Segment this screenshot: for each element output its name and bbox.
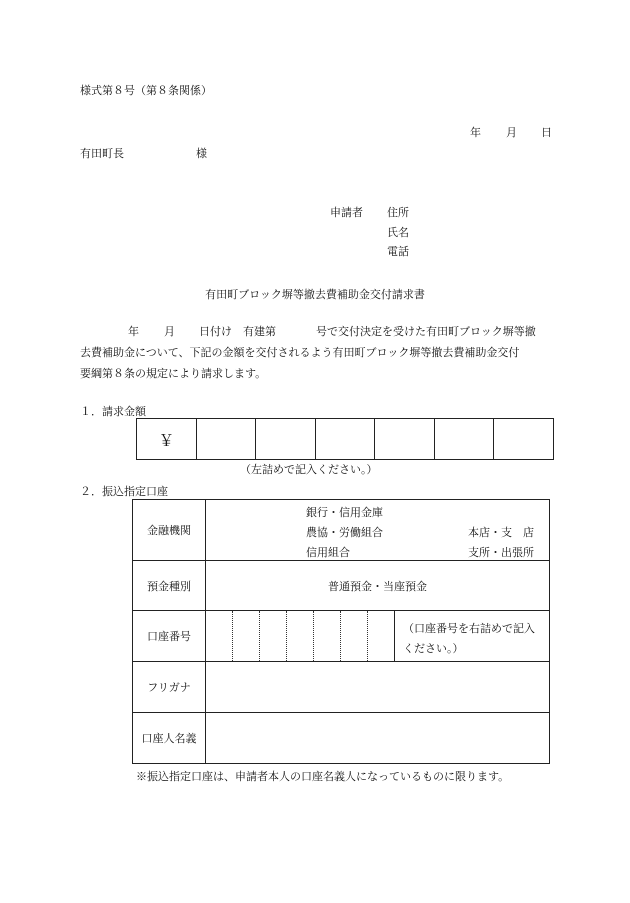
- date-year-label: 年: [470, 126, 481, 139]
- furigana-label: フリガナ: [147, 681, 191, 694]
- body-line3: 要綱第８条の規定により請求します。: [80, 367, 267, 380]
- account-digit-box[interactable]: [206, 611, 233, 661]
- body-line1-rest: 号で交付決定を受けた有田町ブロック塀等撤: [316, 325, 536, 338]
- date-day-label: 日: [541, 126, 552, 139]
- account-number-label-cell: [133, 611, 206, 662]
- holder-label-cell: [133, 713, 206, 764]
- claim-amount-table: [136, 418, 554, 460]
- institution-label: 金融機関: [147, 524, 191, 537]
- section1-heading: １．請求金額: [80, 405, 146, 418]
- yen-cell: [137, 419, 197, 460]
- account-digit-box[interactable]: [341, 611, 368, 661]
- account-number-note: [395, 611, 549, 661]
- applicant-name-label: 氏名: [387, 226, 409, 239]
- account-number-note-line1: （口座番号を右詰めで記入: [403, 622, 535, 635]
- account-number-note-line2: ください。）: [403, 642, 464, 655]
- furigana-cell[interactable]: [206, 662, 550, 713]
- account-number-label: 口座番号: [147, 630, 191, 643]
- deposit-type-label: 預金種別: [147, 579, 191, 593]
- document-title: 有田町ブロック塀等撤去費補助金交付請求書: [205, 288, 425, 301]
- institution-type-agri: 農協・労働組合: [306, 526, 383, 539]
- institution-type-bank: 銀行・信用金庫: [306, 506, 383, 519]
- account-digit-box[interactable]: [368, 611, 395, 661]
- section2-heading: ２．振込指定口座: [80, 485, 168, 498]
- account-digit-box[interactable]: [314, 611, 341, 661]
- account-number-cell: [206, 611, 550, 662]
- deposit-type-cell[interactable]: [206, 561, 550, 611]
- account-digit-box[interactable]: [287, 611, 314, 661]
- branch-option-1: 本店・支 店: [468, 526, 534, 539]
- holder-cell[interactable]: [206, 713, 550, 764]
- account-digit-box[interactable]: [260, 611, 287, 661]
- branch-option-2: 支所・出張所: [468, 546, 534, 559]
- furigana-label-cell: [133, 662, 206, 713]
- amount-digit-cell[interactable]: [494, 419, 554, 460]
- body-day: 日付け: [199, 325, 232, 338]
- amount-digit-cell[interactable]: [196, 419, 256, 460]
- body-month: 月: [164, 325, 175, 338]
- body-year: 年: [128, 325, 139, 338]
- addressee-name: 有田町長: [80, 147, 124, 160]
- yen-symbol: ￥: [158, 430, 175, 450]
- amount-digit-cell[interactable]: [315, 419, 375, 460]
- deposit-type-options: 普通預金・当座預金: [328, 579, 427, 593]
- deposit-type-label-cell: [133, 561, 206, 611]
- amount-note: （左詰めで記入ください。）: [240, 463, 378, 476]
- institution-type-credit: 信用組合: [306, 546, 350, 559]
- holder-label: 口座人名義: [141, 732, 197, 745]
- account-footnote: ※振込指定口座は、申請者本人の口座名義人になっているものに限ります。: [136, 770, 510, 783]
- institution-cell[interactable]: [206, 500, 550, 561]
- bank-account-table: [132, 499, 550, 764]
- institution-label-cell: [133, 500, 206, 561]
- date-month-label: 月: [506, 126, 517, 139]
- amount-digit-cell[interactable]: [434, 419, 494, 460]
- amount-digit-cell[interactable]: [375, 419, 435, 460]
- body-number-prefix: 有建第: [243, 325, 276, 338]
- applicant-address-label: 住所: [387, 206, 409, 219]
- addressee-honorific: 様: [196, 147, 207, 160]
- applicant-label: 申請者: [330, 206, 363, 219]
- body-line2: 去費補助金について、下記の金額を交付されるよう有田町ブロック塀等撤去費補助金交付: [80, 346, 520, 359]
- account-digit-box[interactable]: [233, 611, 260, 661]
- applicant-phone-label: 電話: [387, 245, 409, 258]
- amount-digit-cell[interactable]: [256, 419, 316, 460]
- form-number: 様式第８号（第８条関係）: [80, 84, 212, 97]
